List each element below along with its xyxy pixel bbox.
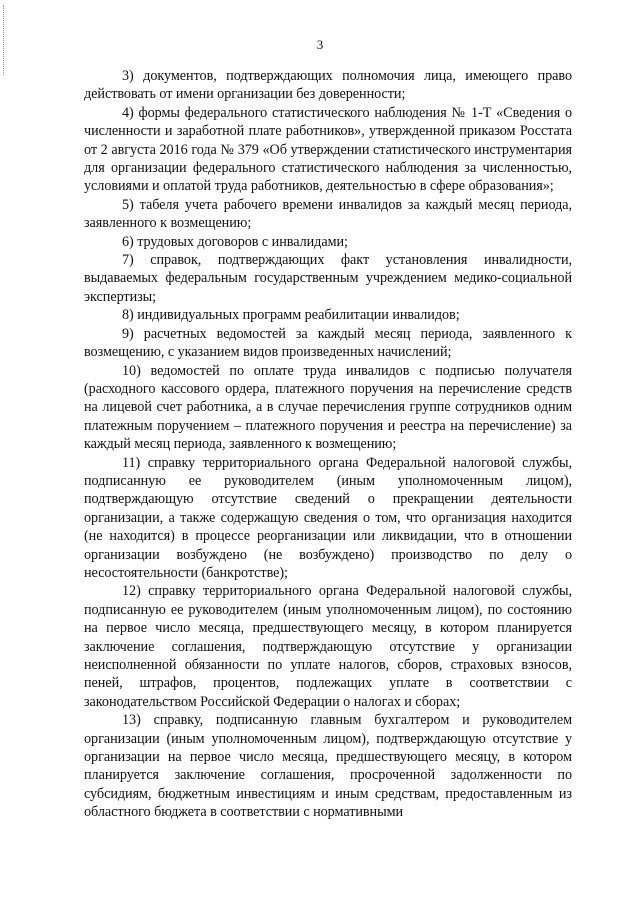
list-item: 5) табеля учета рабочего времени инвалидов за каждый месяц периода, заявленного к возмещению; (84, 196, 572, 232)
list-item: 6) трудовых договоров с инвалидами; (122, 233, 348, 250)
list-item: 8) индивидуальных программ реабилитации инвалидов; (122, 307, 460, 324)
list-item: 12) справку территориального органа Федеральной налоговой службы, подписанную ее руководителем (иным уполномоченным лицом), по состоянию на первое число месяца, предшествующего месяцу, в котором планируется заключение соглашения, подтверждающую отсутствие у организации неисполненной обязанности по уплате налогов, сборов, страховых взносов, пеней, штрафов, процентов, подлежащих уплате в соответствии с законодательством Российской Федерации о налогах и сборах; (84, 583, 572, 710)
list-item: 3) документов, подтверждающих полномочия лица, имеющего право действовать от имени организации без доверенности; (84, 68, 572, 103)
document-body (84, 67, 572, 822)
list-item: 11) справку территориального органа Федеральной налоговой службы, подписанную ее руководителем (иным уполномоченным лицом), подтверждающую отсутствие сведений о прекращении деятельности организации, а также содержащую сведения о том, что организация находится (не находится) в процессе реорганизации или ликвидации, что в отношении организации возбуждено (не возбуждено) производство по делу о несостоятельности (банкротстве); (84, 454, 572, 581)
list-item: 7) справок, подтверждающих факт установления инвалидности, выдаваемых федеральным государственным учреждением медико-социальной экспертизы; (84, 252, 572, 305)
list-item: 9) расчетных ведомостей за каждый месяц периода, заявленного к возмещению, с указанием видов произведенных начислений; (84, 325, 572, 361)
page-number: 3 (316, 37, 324, 52)
list-item: 10) ведомостей по оплате труда инвалидов с подписью получателя (расходного кассового ордера, платежного поручения на перечисление средств на лицевой счет работника, а в случае перечисления группе сотрудников одним платежным поручением – платежного поручения и реестра на перечисление) за каждый месяц периода, заявленного к возмещению; (84, 362, 572, 453)
list-item: 4) формы федерального статистического наблюдения № 1-Т «Сведения о численности и заработной плате работников», утвержденной приказом Росстата от 2 августа 2016 года № 379 «Об утверждении статистического инструментария для организации федерального статистического наблюдения за численностью, условиями и оплатой труда работников, деятельностью в сфере образования»; (84, 104, 572, 195)
list-item: 13) справку, подписанную главным бухгалтером и руководителем организации (иным уполномоченным лицом), подтверждающую отсутствие у организации на первое число месяца, предшествующего месяцу, в котором планируется заключение соглашения, просроченной задолженности по субсидиям, бюджетным инвестициям и иным средствам, предоставленным из областного бюджета в соответствии с нормативными (84, 712, 572, 821)
